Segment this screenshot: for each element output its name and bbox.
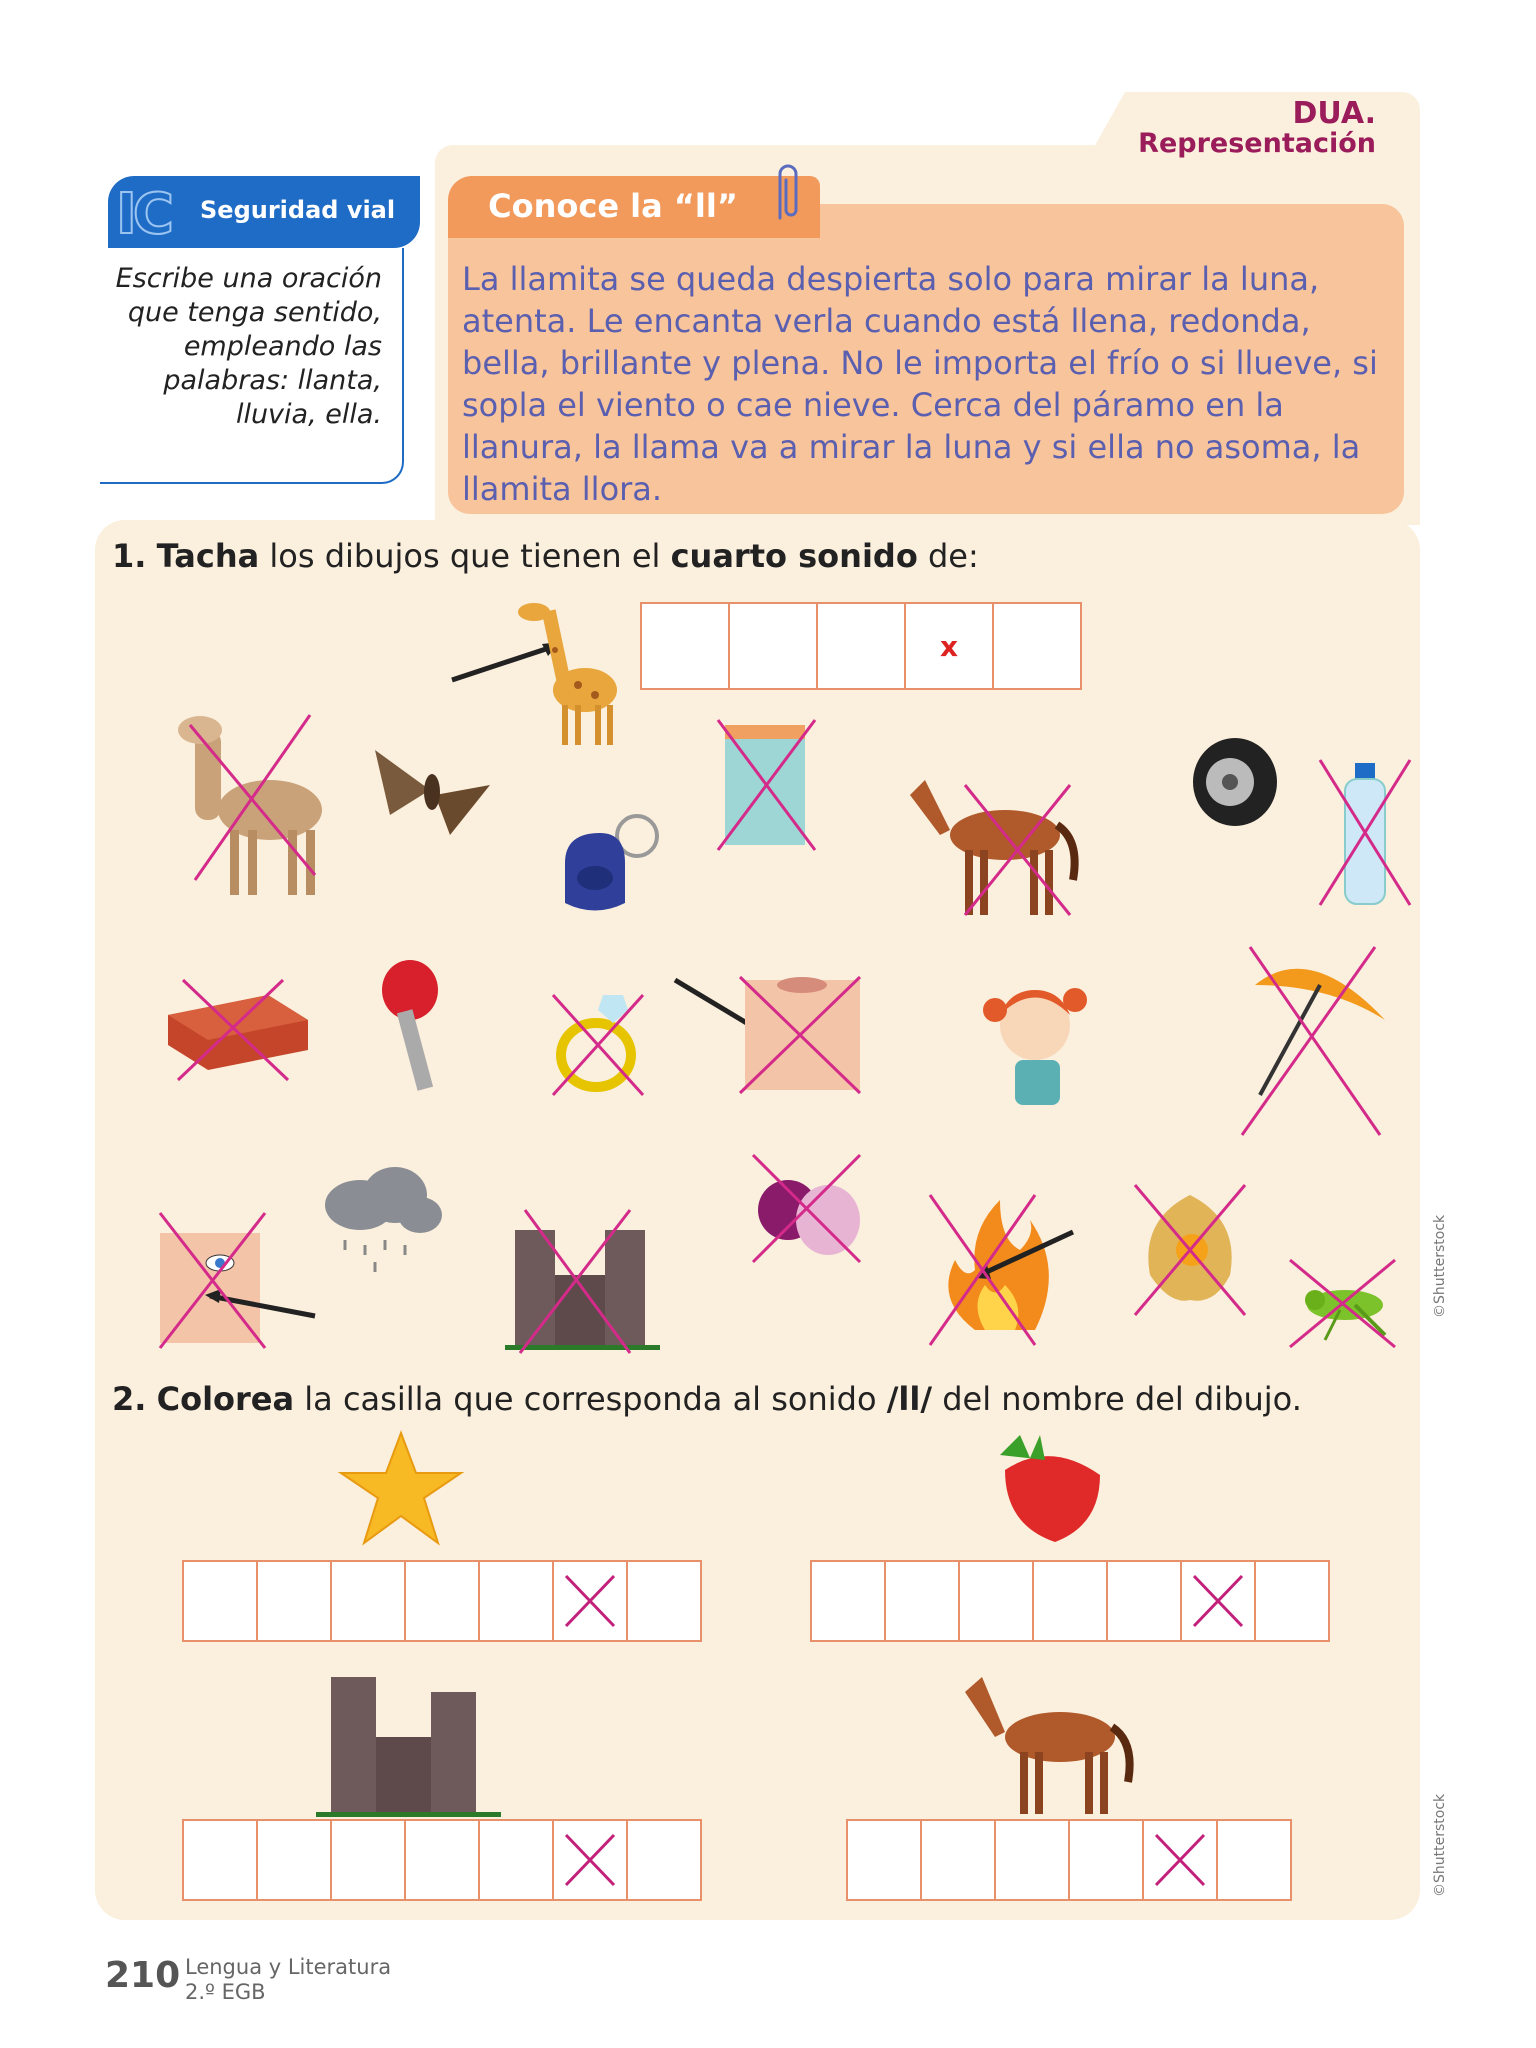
exercise-2-number: 2. <box>112 1380 147 1418</box>
footer-grade: 2.º EGB <box>185 1980 266 2004</box>
answer-box-castillo-4[interactable] <box>404 1819 480 1901</box>
example-mark: x <box>940 630 959 663</box>
exercise-1-text: los dibujos que tienen el <box>259 537 671 575</box>
answer-box-frutilla-6[interactable] <box>1180 1560 1256 1642</box>
answer-box-caballo-2[interactable] <box>920 1819 996 1901</box>
star-icon <box>336 1428 466 1548</box>
onion-icon <box>748 1150 868 1265</box>
reading-title: Conoce la “ll” <box>488 187 738 225</box>
strawberry-icon <box>985 1430 1115 1545</box>
ic-logo-icon: IC <box>116 182 170 247</box>
answer-box-estrella-7[interactable] <box>626 1560 702 1642</box>
answer-box-frutilla-5[interactable] <box>1106 1560 1182 1642</box>
brick-icon <box>158 975 313 1085</box>
answer-box-estrella-4[interactable] <box>404 1560 480 1642</box>
exercise-2-heading <box>112 1380 1302 1418</box>
horse-icon <box>905 760 1085 920</box>
exercise-1-number: 1. <box>112 537 147 575</box>
answer-box-frutilla-1[interactable] <box>810 1560 886 1642</box>
answer-box-frutilla-3[interactable] <box>958 1560 1034 1642</box>
page-number: 210 <box>105 1955 181 1996</box>
answer-box-estrella-2[interactable] <box>256 1560 332 1642</box>
moth-icon <box>370 740 495 840</box>
dua-subtitle: Representación <box>1138 128 1376 159</box>
cross-mark-icon <box>554 1821 626 1899</box>
image-credit: ©Shutterstock <box>1432 1214 1448 1318</box>
answer-box-estrella-6[interactable] <box>552 1560 628 1642</box>
example-box-2 <box>728 602 818 690</box>
cross-mark-icon <box>1144 1821 1216 1899</box>
exercise-2-text: la casilla que corresponda al sonido <box>294 1380 887 1418</box>
exercise-1-end: de: <box>917 537 979 575</box>
keychain-icon <box>555 808 665 918</box>
horse-2-icon <box>960 1662 1135 1817</box>
answer-box-frutilla-4[interactable] <box>1032 1560 1108 1642</box>
example-box-3 <box>816 602 906 690</box>
rain-cloud-icon <box>315 1160 445 1280</box>
footer-subject: Lengua y Literatura <box>185 1955 392 1979</box>
giraffe-icon <box>450 590 630 750</box>
exercise-2-sound: /ll/ <box>886 1380 933 1418</box>
answer-box-caballo-1[interactable] <box>846 1819 922 1901</box>
ic-badge <box>108 176 420 248</box>
answer-box-castillo-1[interactable] <box>182 1819 258 1901</box>
example-box-1 <box>640 602 730 690</box>
answer-box-castillo-5[interactable] <box>478 1819 554 1901</box>
towel-icon <box>710 715 830 855</box>
exercise-1-focus: cuarto sonido <box>670 537 918 575</box>
answer-box-frutilla-2[interactable] <box>884 1560 960 1642</box>
bottle-icon <box>1315 755 1415 915</box>
reading-text: La llamita se queda despierta solo para mirar la luna, atenta. Le encanta verla cuando está llena, redonda, bella, brillante y plena. No le importa el frío o si llueve, si sopla el viento o cae nieve. Cerca del páramo en la llanura, la llama va a mirar la luna y si ella no asoma, la llamita llora. <box>462 260 1378 508</box>
dua-title: DUA. <box>1292 96 1376 131</box>
answer-box-estrella-5[interactable] <box>478 1560 554 1642</box>
ic-badge-label: Seguridad vial <box>200 196 396 224</box>
paperclip-icon <box>766 160 806 224</box>
answer-box-castillo-6[interactable] <box>552 1819 628 1901</box>
ring-icon <box>548 985 648 1100</box>
cricket-icon <box>1285 1255 1405 1350</box>
answer-box-castillo-2[interactable] <box>256 1819 332 1901</box>
castle-2-icon <box>316 1662 501 1822</box>
image-credit-2: ©Shutterstock <box>1432 1793 1448 1897</box>
answer-box-caballo-4[interactable] <box>1068 1819 1144 1901</box>
answer-box-estrella-3[interactable] <box>330 1560 406 1642</box>
neck-icon <box>670 975 875 1095</box>
llama-icon <box>170 700 330 900</box>
exercise-2-verb: Colorea <box>156 1380 295 1418</box>
exercise-1-heading <box>112 537 979 575</box>
example-box-5 <box>992 602 1082 690</box>
crying-girl-icon <box>980 975 1110 1110</box>
answer-box-caballo-6[interactable] <box>1216 1819 1292 1901</box>
fire-icon <box>925 1190 1075 1350</box>
tire-icon <box>1190 735 1280 830</box>
answer-box-castillo-3[interactable] <box>330 1819 406 1901</box>
ic-instructions: Escribe una oración que tenga sentido, empleando las palabras: llanta, lluvia, ella. <box>115 263 382 430</box>
key-icon <box>375 955 455 1095</box>
uvilla-icon <box>1130 1180 1250 1320</box>
castle-icon <box>500 1205 665 1355</box>
umbrella-icon <box>1240 945 1395 1140</box>
cross-mark-icon <box>1182 1562 1254 1640</box>
answer-box-caballo-5[interactable] <box>1142 1819 1218 1901</box>
exercise-2-end: del nombre del dibujo. <box>932 1380 1302 1418</box>
cross-mark-icon <box>554 1562 626 1640</box>
exercise-1-verb: Tacha <box>156 537 260 575</box>
answer-box-caballo-3[interactable] <box>994 1819 1070 1901</box>
answer-box-frutilla-7[interactable] <box>1254 1560 1330 1642</box>
answer-box-castillo-7[interactable] <box>626 1819 702 1901</box>
cheek-icon <box>155 1208 320 1353</box>
answer-box-estrella-1[interactable] <box>182 1560 258 1642</box>
